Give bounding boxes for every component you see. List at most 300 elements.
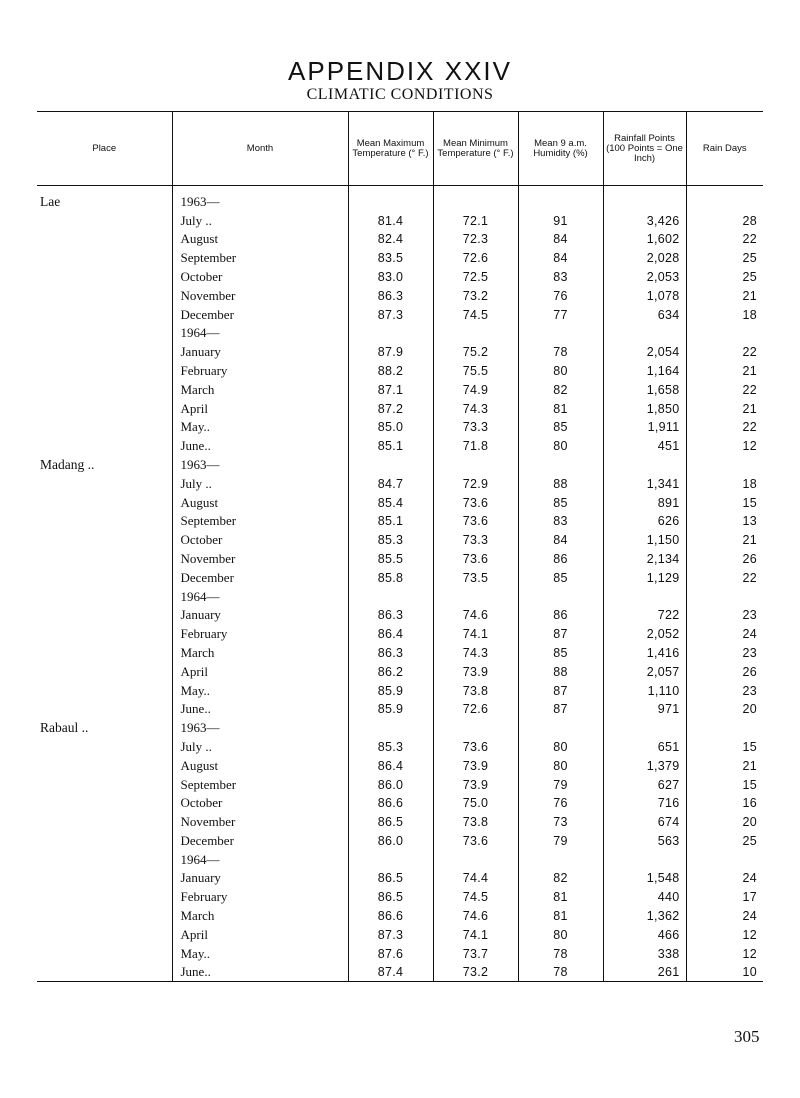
mean-max-temp-cell: 81.4 (348, 211, 433, 230)
table-row (37, 869, 763, 888)
rainfall-cell: 2,052 (603, 624, 686, 643)
mean-min-temp-cell: 73.8 (433, 681, 518, 700)
place-cell (37, 568, 172, 587)
humidity-cell: 86 (518, 549, 603, 568)
mean-max-temp-cell (348, 324, 433, 343)
mean-min-temp-cell: 73.9 (433, 662, 518, 681)
rain-days-cell: 15 (686, 737, 763, 756)
place-cell (37, 662, 172, 681)
rain-days-cell: 24 (686, 906, 763, 925)
table-row (37, 230, 763, 249)
mean-max-temp-cell: 86.3 (348, 643, 433, 662)
month-cell: May.. (172, 418, 348, 437)
place-cell (37, 643, 172, 662)
rain-days-cell: 24 (686, 624, 763, 643)
humidity-cell: 87 (518, 624, 603, 643)
rain-days-cell: 15 (686, 493, 763, 512)
humidity-cell: 85 (518, 493, 603, 512)
table-row (37, 549, 763, 568)
rainfall-cell: 2,053 (603, 267, 686, 286)
month-cell: July .. (172, 737, 348, 756)
place-cell (37, 286, 172, 305)
table-row (37, 700, 763, 719)
humidity-cell: 78 (518, 342, 603, 361)
mean-max-temp-cell: 85.0 (348, 418, 433, 437)
rain-days-cell: 12 (686, 436, 763, 455)
rainfall-cell: 674 (603, 812, 686, 831)
mean-max-temp-cell: 85.5 (348, 549, 433, 568)
place-cell (37, 530, 172, 549)
mean-min-temp-cell: 74.1 (433, 925, 518, 944)
place-cell (37, 775, 172, 794)
mean-max-temp-cell: 85.1 (348, 436, 433, 455)
rainfall-cell: 634 (603, 305, 686, 324)
humidity-cell: 78 (518, 944, 603, 963)
month-cell: December (172, 568, 348, 587)
mean-min-temp-cell: 74.6 (433, 606, 518, 625)
place-cell (37, 812, 172, 831)
place-cell (37, 211, 172, 230)
rainfall-cell (603, 455, 686, 474)
mean-max-temp-cell: 86.4 (348, 624, 433, 643)
mean-min-temp-cell: 72.1 (433, 211, 518, 230)
humidity-cell: 81 (518, 399, 603, 418)
rain-days-cell: 23 (686, 643, 763, 662)
mean-max-temp-cell: 85.8 (348, 568, 433, 587)
mean-min-temp-cell: 73.3 (433, 418, 518, 437)
place-cell (37, 587, 172, 606)
rainfall-cell: 2,057 (603, 662, 686, 681)
header-rainfall: Rainfall Points (100 Points = One Inch) (603, 112, 686, 186)
mean-min-temp-cell: 73.5 (433, 568, 518, 587)
table-row (37, 831, 763, 850)
rainfall-cell (603, 587, 686, 606)
mean-min-temp-cell: 73.6 (433, 831, 518, 850)
mean-min-temp-cell (433, 718, 518, 737)
month-cell: March (172, 380, 348, 399)
rainfall-cell (603, 718, 686, 737)
rain-days-cell: 21 (686, 361, 763, 380)
mean-min-temp-cell: 75.2 (433, 342, 518, 361)
place-cell (37, 681, 172, 700)
rain-days-cell (686, 455, 763, 474)
month-cell: February (172, 361, 348, 380)
humidity-cell: 82 (518, 380, 603, 399)
table-row (37, 606, 763, 625)
humidity-cell: 85 (518, 568, 603, 587)
place-cell (37, 248, 172, 267)
mean-min-temp-cell: 73.7 (433, 944, 518, 963)
humidity-cell: 83 (518, 512, 603, 531)
rainfall-cell: 1,341 (603, 474, 686, 493)
mean-min-temp-cell: 75.0 (433, 794, 518, 813)
mean-max-temp-cell: 86.0 (348, 831, 433, 850)
place-cell (37, 418, 172, 437)
place-cell (37, 474, 172, 493)
humidity-cell: 87 (518, 700, 603, 719)
place-cell (37, 606, 172, 625)
mean-max-temp-cell: 87.9 (348, 342, 433, 361)
month-cell: October (172, 267, 348, 286)
month-cell: January (172, 869, 348, 888)
humidity-cell: 88 (518, 662, 603, 681)
rainfall-cell: 1,110 (603, 681, 686, 700)
month-cell: October (172, 794, 348, 813)
mean-max-temp-cell: 85.4 (348, 493, 433, 512)
month-cell: February (172, 887, 348, 906)
mean-min-temp-cell: 73.9 (433, 756, 518, 775)
table-row (37, 399, 763, 418)
month-cell: October (172, 530, 348, 549)
table-row (37, 794, 763, 813)
month-cell: August (172, 756, 348, 775)
mean-max-temp-cell: 86.6 (348, 794, 433, 813)
mean-max-temp-cell: 86.3 (348, 286, 433, 305)
place-cell (37, 756, 172, 775)
rainfall-cell: 261 (603, 963, 686, 982)
table-row (37, 756, 763, 775)
month-cell: July .. (172, 211, 348, 230)
table-row (37, 775, 763, 794)
table-row (37, 248, 763, 267)
rain-days-cell: 28 (686, 211, 763, 230)
table-row (37, 455, 763, 474)
month-cell: December (172, 831, 348, 850)
table-header (37, 112, 763, 186)
rainfall-cell: 1,602 (603, 230, 686, 249)
rain-days-cell: 26 (686, 662, 763, 681)
month-cell: June.. (172, 700, 348, 719)
mean-max-temp-cell: 87.1 (348, 380, 433, 399)
mean-min-temp-cell: 73.6 (433, 493, 518, 512)
header-mean-min-temp: Mean Minimum Temperature (° F.) (433, 112, 518, 186)
rain-days-cell: 21 (686, 530, 763, 549)
table-row (37, 812, 763, 831)
mean-min-temp-cell (433, 850, 518, 869)
place-cell (37, 549, 172, 568)
month-cell: February (172, 624, 348, 643)
mean-min-temp-cell: 73.2 (433, 963, 518, 982)
table-row (37, 186, 763, 211)
table-row (37, 681, 763, 700)
table-row (37, 737, 763, 756)
table-row (37, 436, 763, 455)
rainfall-cell: 1,164 (603, 361, 686, 380)
table-row (37, 963, 763, 982)
table-row (37, 643, 763, 662)
table-row (37, 267, 763, 286)
mean-min-temp-cell: 73.6 (433, 549, 518, 568)
humidity-cell: 78 (518, 963, 603, 982)
month-cell: 1963— (172, 455, 348, 474)
humidity-cell: 77 (518, 305, 603, 324)
place-cell (37, 850, 172, 869)
rain-days-cell: 22 (686, 568, 763, 587)
humidity-cell: 84 (518, 248, 603, 267)
table-row (37, 493, 763, 512)
mean-max-temp-cell: 86.0 (348, 775, 433, 794)
place-cell (37, 737, 172, 756)
rainfall-cell: 3,426 (603, 211, 686, 230)
mean-max-temp-cell: 85.1 (348, 512, 433, 531)
place-cell (37, 869, 172, 888)
table-row (37, 906, 763, 925)
mean-max-temp-cell: 85.3 (348, 530, 433, 549)
rain-days-cell: 21 (686, 756, 763, 775)
humidity-cell: 79 (518, 775, 603, 794)
rainfall-cell: 971 (603, 700, 686, 719)
month-cell: August (172, 230, 348, 249)
rain-days-cell: 12 (686, 944, 763, 963)
mean-min-temp-cell: 72.3 (433, 230, 518, 249)
place-cell (37, 342, 172, 361)
mean-max-temp-cell: 83.5 (348, 248, 433, 267)
mean-max-temp-cell (348, 455, 433, 474)
mean-max-temp-cell: 87.3 (348, 305, 433, 324)
table-row (37, 530, 763, 549)
place-cell (37, 399, 172, 418)
table-row (37, 662, 763, 681)
rainfall-cell (603, 186, 686, 211)
humidity-cell: 81 (518, 887, 603, 906)
humidity-cell: 87 (518, 681, 603, 700)
header-rain-days: Rain Days (686, 112, 763, 186)
rainfall-cell: 716 (603, 794, 686, 813)
rain-days-cell (686, 587, 763, 606)
rain-days-cell (686, 718, 763, 737)
mean-min-temp-cell: 74.9 (433, 380, 518, 399)
climate-table (37, 111, 763, 982)
humidity-cell (518, 718, 603, 737)
rainfall-cell: 1,416 (603, 643, 686, 662)
rain-days-cell: 13 (686, 512, 763, 531)
place-cell (37, 512, 172, 531)
month-cell: August (172, 493, 348, 512)
place-cell (37, 700, 172, 719)
rainfall-cell (603, 324, 686, 343)
humidity-cell (518, 324, 603, 343)
mean-max-temp-cell: 86.5 (348, 887, 433, 906)
month-cell: November (172, 812, 348, 831)
rain-days-cell: 20 (686, 812, 763, 831)
mean-min-temp-cell: 73.3 (433, 530, 518, 549)
mean-min-temp-cell: 75.5 (433, 361, 518, 380)
rainfall-cell: 627 (603, 775, 686, 794)
rain-days-cell: 25 (686, 267, 763, 286)
page-subtitle: CLIMATIC CONDITIONS (306, 86, 494, 103)
humidity-cell: 84 (518, 530, 603, 549)
place-cell (37, 944, 172, 963)
humidity-cell (518, 850, 603, 869)
mean-max-temp-cell: 85.9 (348, 681, 433, 700)
humidity-cell (518, 455, 603, 474)
month-cell: 1963— (172, 718, 348, 737)
mean-max-temp-cell (348, 186, 433, 211)
header-place: Place (37, 112, 172, 186)
mean-min-temp-cell (433, 324, 518, 343)
mean-min-temp-cell: 71.8 (433, 436, 518, 455)
mean-max-temp-cell: 84.7 (348, 474, 433, 493)
rainfall-cell: 563 (603, 831, 686, 850)
humidity-cell: 88 (518, 474, 603, 493)
rainfall-cell: 440 (603, 887, 686, 906)
mean-min-temp-cell: 74.5 (433, 305, 518, 324)
rainfall-cell: 1,150 (603, 530, 686, 549)
month-cell: May.. (172, 944, 348, 963)
mean-min-temp-cell (433, 455, 518, 474)
place-cell (37, 361, 172, 380)
rain-days-cell: 22 (686, 342, 763, 361)
mean-min-temp-cell: 72.6 (433, 248, 518, 267)
mean-min-temp-cell: 73.6 (433, 512, 518, 531)
mean-max-temp-cell (348, 850, 433, 869)
humidity-cell (518, 587, 603, 606)
rain-days-cell: 18 (686, 305, 763, 324)
mean-max-temp-cell: 88.2 (348, 361, 433, 380)
table-row (37, 211, 763, 230)
mean-max-temp-cell: 85.9 (348, 700, 433, 719)
month-cell: 1964— (172, 850, 348, 869)
rainfall-cell: 2,134 (603, 549, 686, 568)
rainfall-cell: 722 (603, 606, 686, 625)
place-cell: Madang .. (40, 456, 95, 472)
rainfall-cell: 2,028 (603, 248, 686, 267)
humidity-cell: 85 (518, 418, 603, 437)
place-cell (37, 963, 172, 982)
month-cell: May.. (172, 681, 348, 700)
table-row (37, 887, 763, 906)
table-row (37, 361, 763, 380)
table-row (37, 418, 763, 437)
rain-days-cell: 23 (686, 681, 763, 700)
humidity-cell: 81 (518, 906, 603, 925)
mean-max-temp-cell: 85.3 (348, 737, 433, 756)
rain-days-cell: 25 (686, 831, 763, 850)
header-humidity: Mean 9 a.m. Humidity (%) (518, 112, 603, 186)
mean-min-temp-cell (433, 186, 518, 211)
rainfall-cell: 1,850 (603, 399, 686, 418)
month-cell: April (172, 925, 348, 944)
rainfall-cell: 466 (603, 925, 686, 944)
place-cell (37, 794, 172, 813)
table-row (37, 286, 763, 305)
humidity-cell: 91 (518, 211, 603, 230)
month-cell: September (172, 512, 348, 531)
rain-days-cell: 18 (686, 474, 763, 493)
rain-days-cell: 12 (686, 925, 763, 944)
place-cell (37, 305, 172, 324)
place-cell (37, 324, 172, 343)
header-month: Month (172, 112, 348, 186)
mean-min-temp-cell: 72.5 (433, 267, 518, 286)
table-body (37, 186, 763, 982)
month-cell: April (172, 399, 348, 418)
humidity-cell: 83 (518, 267, 603, 286)
mean-max-temp-cell (348, 718, 433, 737)
rain-days-cell (686, 186, 763, 211)
mean-min-temp-cell: 72.6 (433, 700, 518, 719)
month-cell: September (172, 775, 348, 794)
month-cell: December (172, 305, 348, 324)
humidity-cell: 76 (518, 286, 603, 305)
mean-max-temp-cell (348, 587, 433, 606)
table-row (37, 342, 763, 361)
table-row (37, 850, 763, 869)
rain-days-cell (686, 324, 763, 343)
rain-days-cell: 22 (686, 380, 763, 399)
place-cell (37, 831, 172, 850)
mean-max-temp-cell: 86.3 (348, 606, 433, 625)
place-cell (37, 624, 172, 643)
place-cell (37, 267, 172, 286)
humidity-cell: 80 (518, 925, 603, 944)
humidity-cell: 80 (518, 436, 603, 455)
mean-max-temp-cell: 86.4 (348, 756, 433, 775)
table-row (37, 305, 763, 324)
rainfall-cell: 1,379 (603, 756, 686, 775)
mean-max-temp-cell: 86.5 (348, 812, 433, 831)
table-row (37, 624, 763, 643)
table-row (37, 380, 763, 399)
rain-days-cell: 26 (686, 549, 763, 568)
rainfall-cell (603, 850, 686, 869)
month-cell: 1964— (172, 324, 348, 343)
rain-days-cell (686, 850, 763, 869)
mean-min-temp-cell: 74.1 (433, 624, 518, 643)
rain-days-cell: 22 (686, 418, 763, 437)
header-mean-max-temp: Mean Maximum Temperature (° F.) (348, 112, 433, 186)
rain-days-cell: 24 (686, 869, 763, 888)
place-cell (37, 436, 172, 455)
rain-days-cell: 21 (686, 286, 763, 305)
month-cell: 1964— (172, 587, 348, 606)
humidity-cell (518, 186, 603, 211)
place-cell (37, 887, 172, 906)
place-cell: Lae (40, 193, 61, 209)
humidity-cell: 85 (518, 643, 603, 662)
mean-min-temp-cell (433, 587, 518, 606)
rainfall-cell: 1,658 (603, 380, 686, 399)
mean-max-temp-cell: 87.2 (348, 399, 433, 418)
mean-max-temp-cell: 86.6 (348, 906, 433, 925)
rain-days-cell: 22 (686, 230, 763, 249)
month-cell: June.. (172, 436, 348, 455)
rain-days-cell: 25 (686, 248, 763, 267)
mean-min-temp-cell: 74.4 (433, 869, 518, 888)
rainfall-cell: 1,129 (603, 568, 686, 587)
table-row (37, 568, 763, 587)
table-row (37, 474, 763, 493)
mean-min-temp-cell: 73.6 (433, 737, 518, 756)
place-cell (37, 493, 172, 512)
rainfall-cell: 1,548 (603, 869, 686, 888)
mean-max-temp-cell: 83.0 (348, 267, 433, 286)
table-row (37, 925, 763, 944)
place-cell: Rabaul .. (40, 720, 89, 736)
rain-days-cell: 10 (686, 963, 763, 982)
rainfall-cell: 1,362 (603, 906, 686, 925)
rainfall-cell: 1,911 (603, 418, 686, 437)
table-row (37, 944, 763, 963)
humidity-cell: 79 (518, 831, 603, 850)
mean-min-temp-cell: 74.3 (433, 643, 518, 662)
mean-max-temp-cell: 87.6 (348, 944, 433, 963)
appendix-title: APPENDIX XXIV (288, 56, 512, 86)
mean-min-temp-cell: 73.9 (433, 775, 518, 794)
place-cell (37, 380, 172, 399)
mean-min-temp-cell: 74.3 (433, 399, 518, 418)
month-cell: September (172, 248, 348, 267)
